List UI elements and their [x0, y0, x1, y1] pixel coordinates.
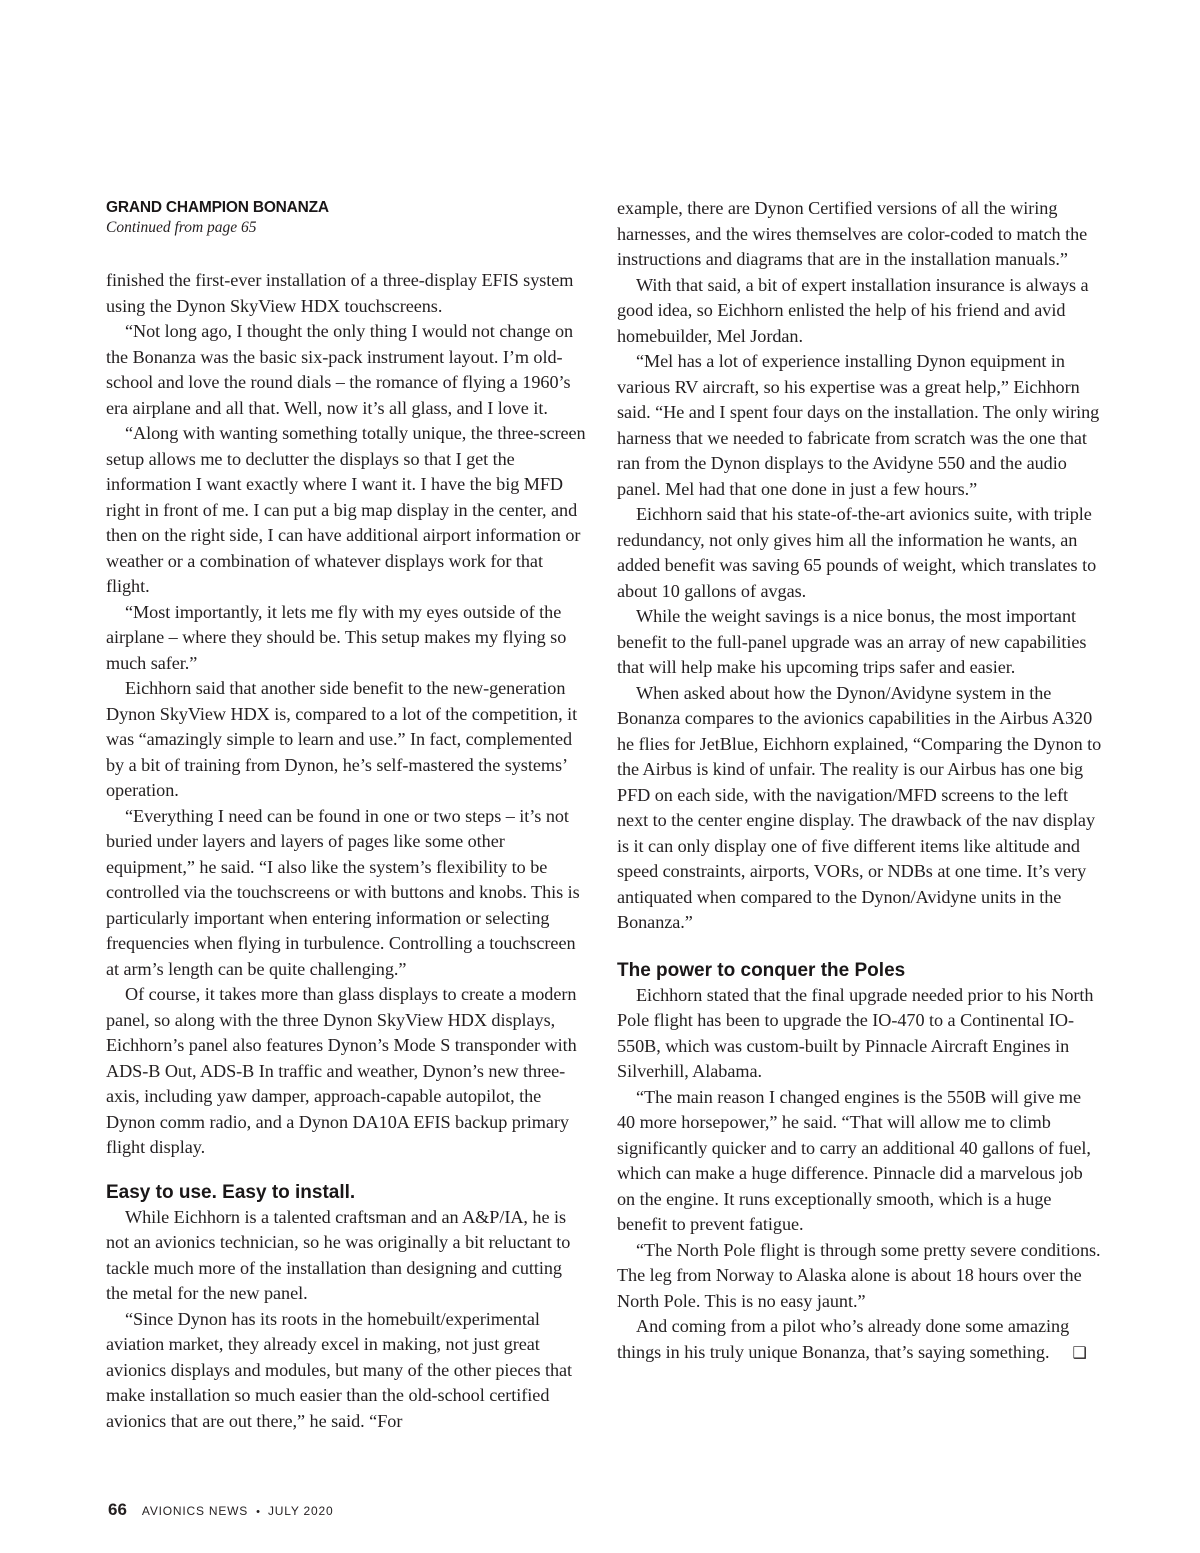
continued-from-note: Continued from page 65 — [106, 219, 257, 236]
final-paragraph — [617, 1314, 1103, 1365]
paragraph: With that said, a bit of expert installation insurance is always a good idea, so Eichhorn enlisted the help of his friend and avid homebuilder, Mel Jordan. — [617, 274, 1089, 346]
paragraph: “Along with wanting something totally unique, the three-screen setup allows me to declutter the displays so that I get the information I want exactly where I want it. I have the big MFD right in front of me. I can put a big map display in the center, and then on the right side, I can have additional airport information or weather or a combination of whatever displays work for that flight. — [106, 423, 586, 596]
paragraph: Eichhorn said that another side benefit to the new-generation Dynon SkyView HDX is, compared to a lot of the competition, it was “amazingly simple to learn and use.” In fact, complemented by a bit of training from Dynon, he’s self-mastered the systems’ operation. — [106, 678, 578, 800]
footer-separator: • — [256, 1506, 260, 1518]
paragraph: “Everything I need can be found in one or two steps – it’s not buried under layers and layers of pages like some other equipment,” he said. “I also like the system’s flexibility to be controlled via the touchscreens or with buttons and knobs. This is particularly important when entering information or selecting frequencies when flying in turbulence. Controlling a touchscreen at arm’s length can be quite challenging.” — [106, 805, 580, 979]
end-of-article-box-icon: ❑ — [1072, 1342, 1087, 1362]
paragraph: Eichhorn stated that the final upgrade needed prior to his North Pole flight has been to upgrade the IO-470 to a Continental IO-550B, which was custom-built by Pinnacle Aircraft Engines in Silverhill, Alabama. — [617, 984, 1094, 1081]
paragraph: Of course, it takes more than glass displays to create a modern panel, so along with the three Dynon SkyView HDX displays, Eichhorn’s panel also features Dynon’s Mode S transponder with ADS-B Out, ADS-B In traffic and weather, Dynon’s new three-axis, including yaw damper, approach-capable autopilot, the Dynon comm radio, and a Dynon DA10A EFIS backup primary flight display. — [106, 984, 577, 1157]
page-footer — [108, 1500, 333, 1520]
page-number: 66 — [108, 1500, 127, 1519]
paragraph: “The main reason I changed engines is the 550B will give me 40 more horsepower,” he said. “That will allow me to climb significantly quicker and to carry an additional 40 gallons of fuel, which can make a huge difference. Pinnacle did a marvelous job on the engine. It runs exceptionally smooth, which is a huge benefit to prevent fatigue. — [617, 1086, 1091, 1234]
paragraph: “Mel has a lot of experience installing Dynon equipment in various RV aircraft, so his expertise was a great help,” Eichhorn said. “He and I spent four days on the installation. The only wiring harness that we needed to fabricate from scratch was the one that ran from the Dynon displays to the Avidyne 550 and the audio panel. Mel had that one done in just a few hours.” — [617, 351, 1100, 499]
paragraph: “Since Dynon has its roots in the homebuilt/experimental aviation market, they already excel in making, not just great avionics displays and modules, but many of the other pieces that make installation so much easier than the old-school certified avionics that are out there,” he said. “For — [106, 1308, 573, 1431]
section-kicker: GRAND CHAMPION BONANZA — [106, 199, 329, 216]
subhead-power-to-conquer: The power to conquer the Poles — [617, 959, 906, 981]
paragraph: While Eichhorn is a talented craftsman and an A&P/IA, he is not an avionics technician, so he was originally a bit reluctant to tackle much more of the installation than designing and cutting the metal for the new panel. — [106, 1206, 571, 1303]
paragraph: Eichhorn said that his state-of-the-art avionics suite, with triple redundancy, not only gives him all the information he wants, an added benefit was saving 65 pounds of weight, which translates to about 10 gallons of avgas. — [617, 504, 1097, 601]
paragraph: “Not long ago, I thought the only thing I would not change on the Bonanza was the basic six-pack instrument layout. I’m old-school and love the round dials – the romance of flying a 1960’s era airplane and all that. Well, now it’s all glass, and I love it. — [106, 321, 574, 418]
right-column — [617, 196, 1103, 1365]
final-paragraph-text: And coming from a pilot who’s already done some amazing things in his truly unique Bonanza, that’s saying something. — [617, 1316, 1070, 1362]
subhead-easy-to-use: Easy to use. Easy to install. — [106, 1181, 356, 1203]
paragraph: “The North Pole flight is through some pretty severe conditions. The leg from Norway to Alaska alone is about 18 hours over the North Pole. This is no easy jaunt.” — [617, 1239, 1101, 1311]
paragraph: When asked about how the Dynon/Avidyne system in the Bonanza compares to the avionics capabilities in the Airbus A320 he flies for JetBlue, Eichhorn explained, “Comparing the Dynon to the Airbus is kind of unfair. The reality is our Airbus has one big PFD on each side, with the navigation/MFD screens to the left next to the center engine display. The drawback of the nav display is it can only display one of five different items like altitude and speed constraints, airports, VORs, or NDBs at one time. It’s very antiquated when compared to the Dynon/Avidyne units in the Bonanza.” — [617, 682, 1102, 932]
paragraph: example, there are Dynon Certified versions of all the wiring harnesses, and the wires themselves are color-coded to match the instructions and diagrams that are in the installation manuals.” — [617, 198, 1088, 269]
issue-date: JULY 2020 — [267, 1504, 334, 1518]
paragraph: finished the first-ever installation of a three-display EFIS system using the Dynon SkyView HDX touchscreens. — [106, 270, 574, 316]
left-column — [106, 196, 588, 1434]
paragraph: “Most importantly, it lets me fly with my eyes outside of the airplane – where they should be. This setup makes my flying so much safer.” — [106, 601, 567, 673]
publication-name: AVIONICS NEWS — [141, 1504, 249, 1518]
paragraph: While the weight savings is a nice bonus, the most important benefit to the full-panel upgrade was an array of new capabilities that will help make his upcoming trips safer and easier. — [617, 606, 1087, 677]
